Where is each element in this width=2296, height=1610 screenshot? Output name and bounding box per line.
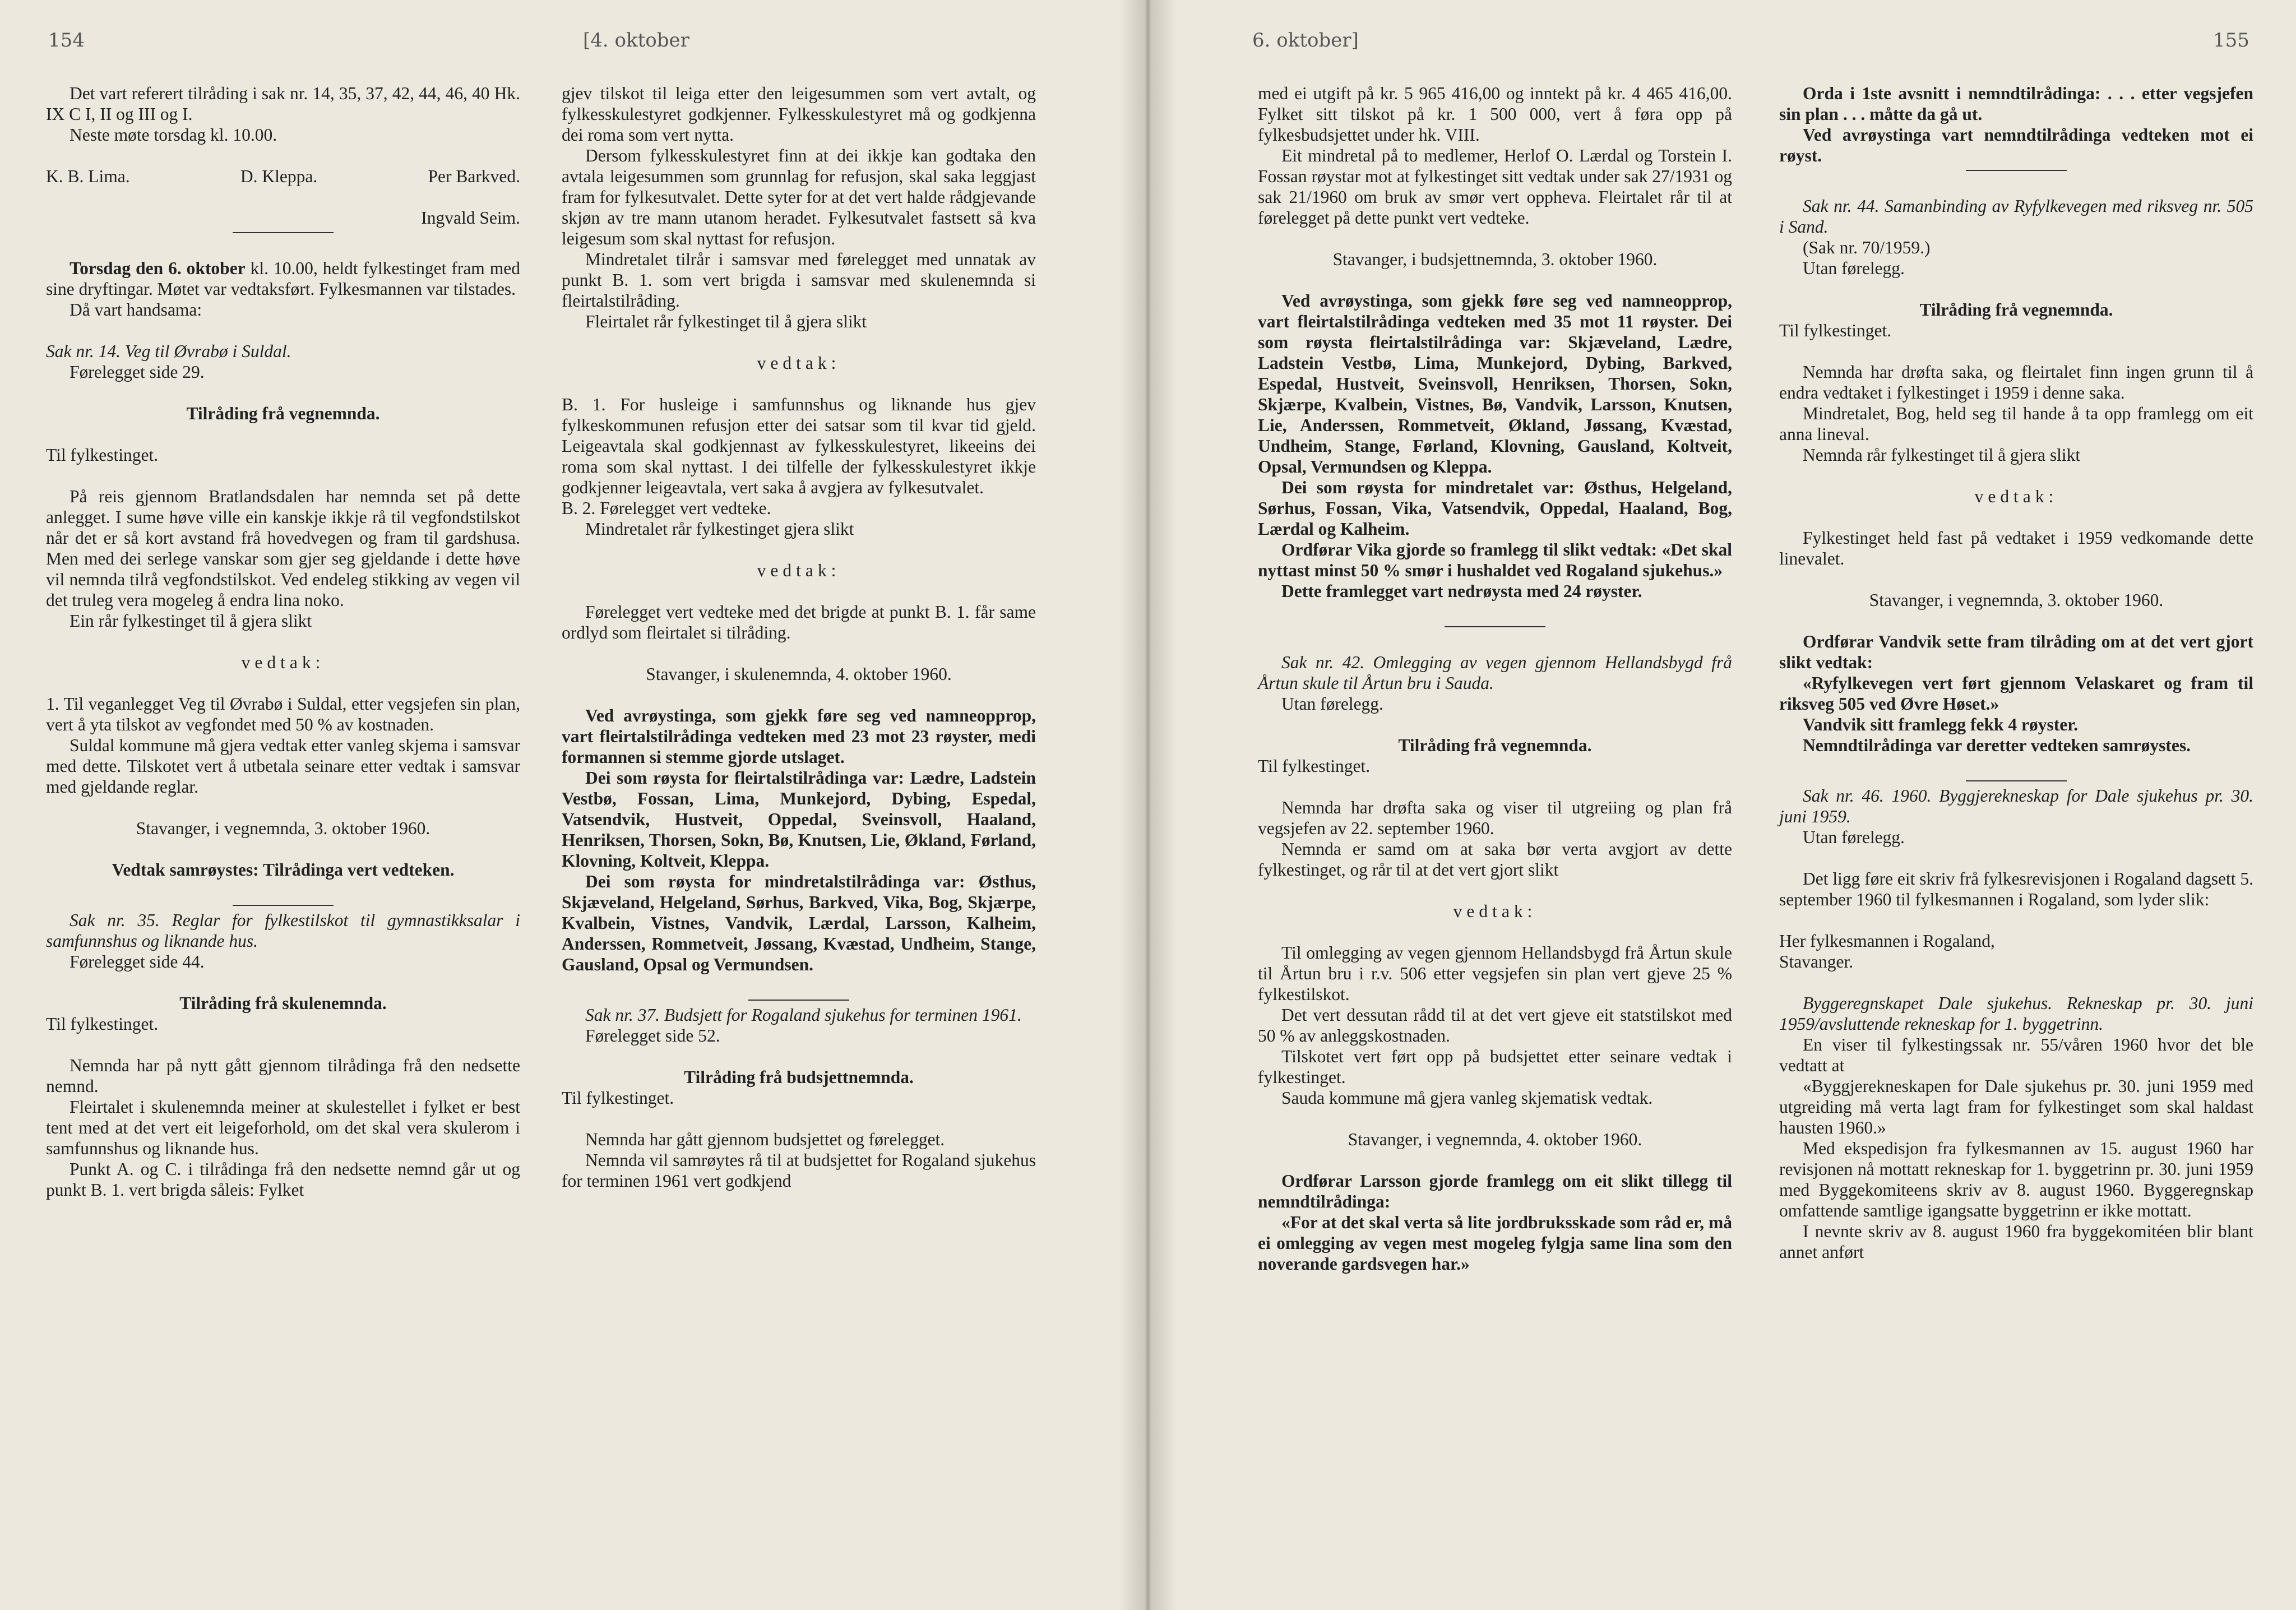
page-number: 155 [2213, 29, 2249, 52]
book-gutter [1119, 0, 1177, 1610]
paragraph: Tilskotet vert ført opp på budsjettet etter seinare vedtak i fylkestinget. [1258, 1047, 1732, 1087]
vote-list: Dei som røysta for fleirtalstilrådinga var: Lædre, Ladstein Vestbø, Fossan, Lima, Munkejord, Dybing, Espedal, Vatsendvik, Hustveit, Oppedal, Sveinsvoll, Haaland, Henriksen, Thorsen, Sokn, Bø, Knutsen, Lie, Økland, Førland, Klovning, Koltveit, Kleppa. [562, 768, 1036, 871]
paragraph: På reis gjennom Bratlandsdalen har nemnda set på dette anlegget. I sume høve ville ein kanskje ikkje rå til vegfondstilskot når det er så kort avstand frå hovedvegen og fram til gardshusa. Men med dei serlege vanskar som gjer seg gjeldande i dette høve vil nemnda tilrå vegfondstilskot. Ved endeleg stikking av vegen vil det truleg vera mogeleg å endra lina noko. [46, 487, 520, 610]
paragraph: (Sak nr. 70/1959.) [1803, 238, 1931, 257]
case-title: Sak nr. 44. Samanbinding av Ryfylkevegen med riksveg nr. 505 i Sand. [1779, 196, 2253, 237]
paragraph: gjev tilskot til leiga etter den leigesummen som vert avtalt, og fylkesskulestyret godkjenner. Fylkesskulestyret må og godkjenna dei roma som vert nytta. [562, 84, 1036, 145]
vedtak-heading: vedtak: [1453, 901, 1537, 921]
vedtak-heading: vedtak: [241, 653, 325, 672]
decision-note: Vedtak samrøystes: Tilrådinga vert vedteken. [112, 860, 455, 880]
paragraph: Nemnda har drøfta saka, og fleirtalet finn ingen grunn til å endra vedtaket i fylkestinget i 1959 i denne saka. [1779, 362, 2253, 402]
section-heading: Tilråding frå vegnemnda. [186, 404, 380, 423]
section-heading: Tilråding frå skulenemnda. [179, 993, 387, 1013]
paragraph: Utan førelegg. [1281, 694, 1383, 714]
vote-list: Dei som røysta for mindretalstilrådinga var: Østhus, Skjæveland, Helgeland, Sørhus, Barkved, Vika, Bog, Skjærpe, Kvalbein, Vistnes, Vandvik, Lærdal, Larsson, Kalheim, Anderssen, Rommetveit, Jøssang, Kvæstad, Undheim, Stange, Gausland, Opsal og Vermundsen. [562, 872, 1036, 974]
paragraph: «Byggjerekneskapen for Dale sjukehus pr. 30. juni 1959 med utgreiding må verta lagt fram for fylkestinget som skal haldast hausten 1960.» [1779, 1076, 2253, 1137]
signature: D. Kleppa. [240, 166, 318, 186]
paragraph: I nevnte skriv av 8. august 1960 fra byggekomitéen blir blant annet anført [1779, 1222, 2253, 1262]
vedtak-heading: vedtak: [757, 353, 841, 373]
paragraph: Nemnda har på nytt gått gjennom tilrådinga frå den nedsette nemnd. [46, 1056, 520, 1096]
vote-result: Vandvik sitt framlegg fekk 4 røyster. [1803, 715, 2079, 734]
vote-result: Ved avrøystinga, som gjekk føre seg ved namneopprop, vart fleirtalstilrådinga vedteken med 23 mot 23 røyster, medi formannen si stemme gjorde utslaget. [562, 706, 1036, 767]
paragraph: Utan førelegg. [1803, 827, 1905, 847]
right-column-1 [1258, 83, 1732, 1274]
paragraph: Fleirtalet i skulenemnda meiner at skulestellet i fylket er best tent med at det vert eit leigeforhold, om det skal vera skulerom i samfunnshus og liknande hus. [46, 1097, 520, 1158]
vote-list: Dei som røysta for mindretalet var: Østhus, Helgeland, Sørhus, Fossan, Vika, Vatsendvik, Oppedal, Haaland, Bog, Lærdal og Kalheim. [1258, 478, 1732, 539]
paragraph: Ein rår fylkestinget til å gjera slikt [70, 611, 312, 631]
divider [1258, 622, 1732, 631]
case-title: Sak nr. 35. Reglar for fylkestilskot til gymnastikksalar i samfunnshus og liknande hus. [46, 910, 520, 951]
paragraph: Mindretalet, Bog, held seg til hande å ta opp framlegg om eit anna lineval. [1779, 404, 2253, 444]
paragraph: Til fylkestinget. [46, 1014, 159, 1034]
paragraph: Sauda kommune må gjera vanleg skjematisk vedtak. [1281, 1088, 1653, 1108]
divider [46, 901, 520, 910]
paragraph: Nemnda har gått gjennom budsjettet og førelegget. [585, 1130, 945, 1149]
paragraph: Utan førelegg. [1803, 258, 1905, 278]
place-date: Stavanger, i vegnemnda, 3. oktober 1960. [1869, 590, 2164, 610]
motion: Ordførar Larsson gjorde framlegg om eit slikt tillegg til nemndtilrådinga: [1258, 1171, 1732, 1211]
case-title: Sak nr. 42. Omlegging av vegen gjennom Hellandsbygd frå Årtun skule til Årtun bru i Sauda. [1258, 653, 1732, 693]
right-page [1148, 0, 2296, 1610]
divider [1779, 776, 2253, 785]
running-head: 6. oktober] [1252, 29, 1359, 52]
address: Her fylkesmannen i Rogaland, [1779, 931, 1995, 951]
signature: K. B. Lima. [46, 166, 130, 186]
address: Stavanger. [1779, 952, 1854, 971]
section-heading: Tilråding frå vegnemnda. [1919, 300, 2113, 320]
paragraph: med ei utgift på kr. 5 965 416,00 og inntekt på kr. 4 465 416,00. Fylket sitt tilskot på kr. 1 500 000, vert å føra opp på fylkesbudsjettet under hk. VIII. [1258, 84, 1732, 145]
paragraph: Nemnda rår fylkestinget til å gjera slikt [1803, 445, 2081, 465]
paragraph: Førelegget vert vedteke med det brigde at punkt B. 1. får same ordlyd som fleirtalet si tilråding. [562, 602, 1036, 642]
section-heading: Tilråding frå vegnemnda. [1398, 735, 1592, 755]
running-head: [4. oktober [583, 29, 689, 52]
paragraph: Med ekspedisjon fra fylkesmannen av 15. august 1960 har revisjonen nå mottatt rekneskap for 1. byggetrinn pr. 30. juni 1959 med Byggekomiteens skriv av 8. august 1960. Byggeregnskap omfattende samtlige igangsatte byggetrinn er ikke mottatt. [1779, 1139, 2253, 1220]
place-date: Stavanger, i budsjettnemnda, 3. oktober 1960. [1332, 249, 1658, 269]
paragraph: Førelegget side 29. [70, 362, 205, 382]
paragraph: Det vert dessutan rådd til at det vert gjeve eit statstilskot med 50 % av anleggskostnaden. [1258, 1005, 1732, 1045]
paragraph: Førelegget side 44. [70, 952, 205, 971]
paragraph: Orda i 1ste avsnitt i nemndtilrådinga: . . . etter vegsjefen sin plan . . . måtte da gå ut. [1779, 84, 2253, 124]
signature: Per Barkved. [428, 166, 520, 186]
paragraph: Nemnda vil samrøytes rå til at budsjettet for Rogaland sjukehus for terminen 1961 vert godkjend [562, 1150, 1036, 1191]
vote-result: Ved avrøystinga vart nemndtilrådinga vedteken mot ei røyst. [1779, 125, 2253, 165]
paragraph: Fleirtalet rår fylkestinget til å gjera slikt [585, 312, 867, 331]
divider [562, 996, 1036, 1005]
motion: Ordførar Vandvik sette fram tilråding om at det vert gjort slikt vedtak: [1779, 632, 2253, 672]
letter-subject: Byggeregnskapet Dale sjukehus. Rekneskap pr. 30. juni 1959/avsluttende rekneskap for 1. byggetrinn. [1779, 993, 2253, 1034]
paragraph: Suldal kommune må gjera vedtak etter vanleg skjema i samsvar med dette. Tilskotet vert å utbetala seinare etter vedtak i samsvar med gjeldande reglar. [46, 735, 520, 797]
motion-quote: «Ryfylkevegen vert ført gjennom Velaskaret og fram til riksveg 505 ved Øvre Høset.» [1779, 673, 2253, 714]
place-date: Stavanger, i vegnemnda, 3. oktober 1960. [136, 818, 430, 838]
page-number: 154 [48, 29, 85, 52]
paragraph: Neste møte torsdag kl. 10.00. [70, 125, 277, 145]
divider [46, 228, 520, 237]
paragraph: B. 1. For husleige i samfunnshus og liknande hus gjev fylkeskommunen refusjon etter dei satsar som til kvar tid gjeld. Leigeavtala skal godkjennast av fylkesskulestyret, likeeins dei roma som skal nyttast. I dei tilfelle der fylkesskulestyret ikkje godkjenner leigeavtala, vert saka å avgjera av fylkesutvalet. [562, 395, 1036, 497]
left-column-2 [562, 83, 1036, 1191]
vote-result: Nemndtilrådinga var deretter vedteken samrøystes. [1803, 735, 2191, 755]
vote-list: Ved avrøystinga, som gjekk føre seg ved namneopprop, vart fleirtalstilrådinga vedteken med 35 mot 11 røyster. Dei som røysta fleirtalstilrådinga var: Skjæveland, Lædre, Ladstein Vestbø, Lima, Munkejord, Dybing, Barkved, Espedal, Hustveit, Sveinsvoll, Henriksen, Thorsen, Sokn, Skjærpe, Kvalbein, Vistnes, Bø, Vandvik, Larsson, Knutsen, Lie, Anderssen, Rommetveit, Økland, Jøssang, Kvæstad, Undheim, Stange, Førland, Klovning, Gausland, Koltveit, Opsal, Vermundsen og Kleppa. [1258, 291, 1732, 476]
vedtak-heading: vedtak: [1974, 487, 2058, 506]
paragraph: Då vart handsama: [70, 300, 202, 320]
paragraph: Punkt A. og C. i tilrådinga frå den nedsette nemnd går ut og punkt B. 1. vert brigda såleis: Fylket [46, 1159, 520, 1200]
paragraph: kl. 10.00, heldt fylkestinget fram med sine dryftingar. Møtet var vedtaksført. Fylkesmannen var tilstades. [46, 258, 520, 299]
divider [1779, 166, 2253, 175]
left-column-1 [46, 83, 520, 1200]
place-date: Stavanger, i vegnemnda, 4. oktober 1960. [1348, 1130, 1642, 1149]
section-heading: Tilråding frå budsjettnemnda. [684, 1067, 914, 1087]
signatures [46, 166, 520, 187]
right-column-2 [1779, 83, 2253, 1262]
case-title: Sak nr. 14. Veg til Øvrabø i Suldal. [46, 341, 291, 361]
case-title: Sak nr. 46. 1960. Byggjerekneskap for Dale sjukehus pr. 30. juni 1959. [1779, 786, 2253, 826]
signature: Ingvald Seim. [421, 208, 520, 228]
paragraph: Mindretalet tilrår i samsvar med førelegget med unnatak av punkt B. 1. som vert brigda i samsvar med skulenemnda si fleirtalstilråding. [562, 249, 1036, 311]
paragraph: Til fylkestinget. [46, 445, 159, 465]
vote-result: Dette framlegget vart nedrøysta med 24 røyster. [1281, 581, 1642, 601]
paragraph: Førelegget side 52. [585, 1026, 720, 1045]
paragraph: Til fylkestinget. [562, 1088, 674, 1108]
paragraph: Nemnda er samd om at saka bør verta avgjort av dette fylkestinget, og rår til at det vert gjort slikt [1258, 839, 1732, 880]
date-heading: Torsdag den 6. oktober [70, 258, 246, 278]
case-title: Sak nr. 37. Budsjett for Rogaland sjukehus for terminen 1961. [585, 1005, 1022, 1025]
paragraph: Til omlegging av vegen gjennom Hellandsbygd frå Årtun skule til Årtun bru i r.v. 506 etter vegsjefen sin plan vert gjeve 25 % fylkestilskot. [1258, 943, 1732, 1004]
motion-quote: «For at det skal verta så lite jordbruksskade som råd er, må ei omlegging av vegen mest mogeleg fylgja same lina som den noverande gardsvegen har.» [1258, 1213, 1732, 1274]
paragraph: Det vart referert tilråding i sak nr. 14, 35, 37, 42, 44, 46, 40 Hk. IX C I, II og III og I. [46, 84, 520, 124]
paragraph: Dersom fylkesskulestyret finn at dei ikkje kan godtaka den avtala leigesummen som grunnlag for refusjon, skal saka leggjast fram for fylkesutvalet. Dette syter for at det vert halde rådgjevande skjøn av tre mann utanom heradet. Fylkesutvalet fastsett så kva leigesum som skal nyttast for refusjon. [562, 146, 1036, 248]
paragraph: Til fylkestinget. [1779, 321, 1892, 340]
paragraph: Mindretalet rår fylkestinget gjera slikt [585, 519, 854, 539]
paragraph: Til fylkestinget. [1258, 756, 1371, 776]
paragraph: 1. Til veganlegget Veg til Øvrabø i Suldal, etter vegsjefen sin plan, vert å yta tilskot av vegfondet med 50 % av kostnaden. [46, 694, 520, 734]
paragraph: Det ligg føre eit skriv frå fylkesrevisjonen i Rogaland dagsett 5. september 1960 til fylkesmannen i Rogaland, som lyder slik: [1779, 869, 2253, 909]
paragraph: Nemnda har drøfta saka og viser til utgreiing og plan frå vegsjefen av 22. september 1960. [1258, 798, 1732, 838]
paragraph: B. 2. Førelegget vert vedteke. [562, 498, 771, 518]
paragraph: Eit mindretal på to medlemer, Herlof O. Lærdal og Torstein I. Fossan røystar mot at fylkestinget sitt vedtak under sak 27/1931 og sak 21/1960 om bruk av smør vert oppheva. Fleirtalet rår til at førelegget på dette punkt vert vedteke. [1258, 146, 1732, 228]
paragraph: Fylkestinget held fast på vedtaket i 1959 vedkomande dette linevalet. [1779, 528, 2253, 568]
vedtak-heading: vedtak: [757, 561, 841, 580]
place-date: Stavanger, i skulenemnda, 4. oktober 1960. [646, 664, 952, 684]
paragraph: En viser til fylkestingssak nr. 55/våren 1960 hvor det ble vedtatt at [1779, 1035, 2253, 1075]
motion: Ordførar Vika gjorde so framlegg til slikt vedtak: «Det skal nyttast minst 50 % smør i hushaldet ved Rogaland sjukehus.» [1258, 540, 1732, 580]
